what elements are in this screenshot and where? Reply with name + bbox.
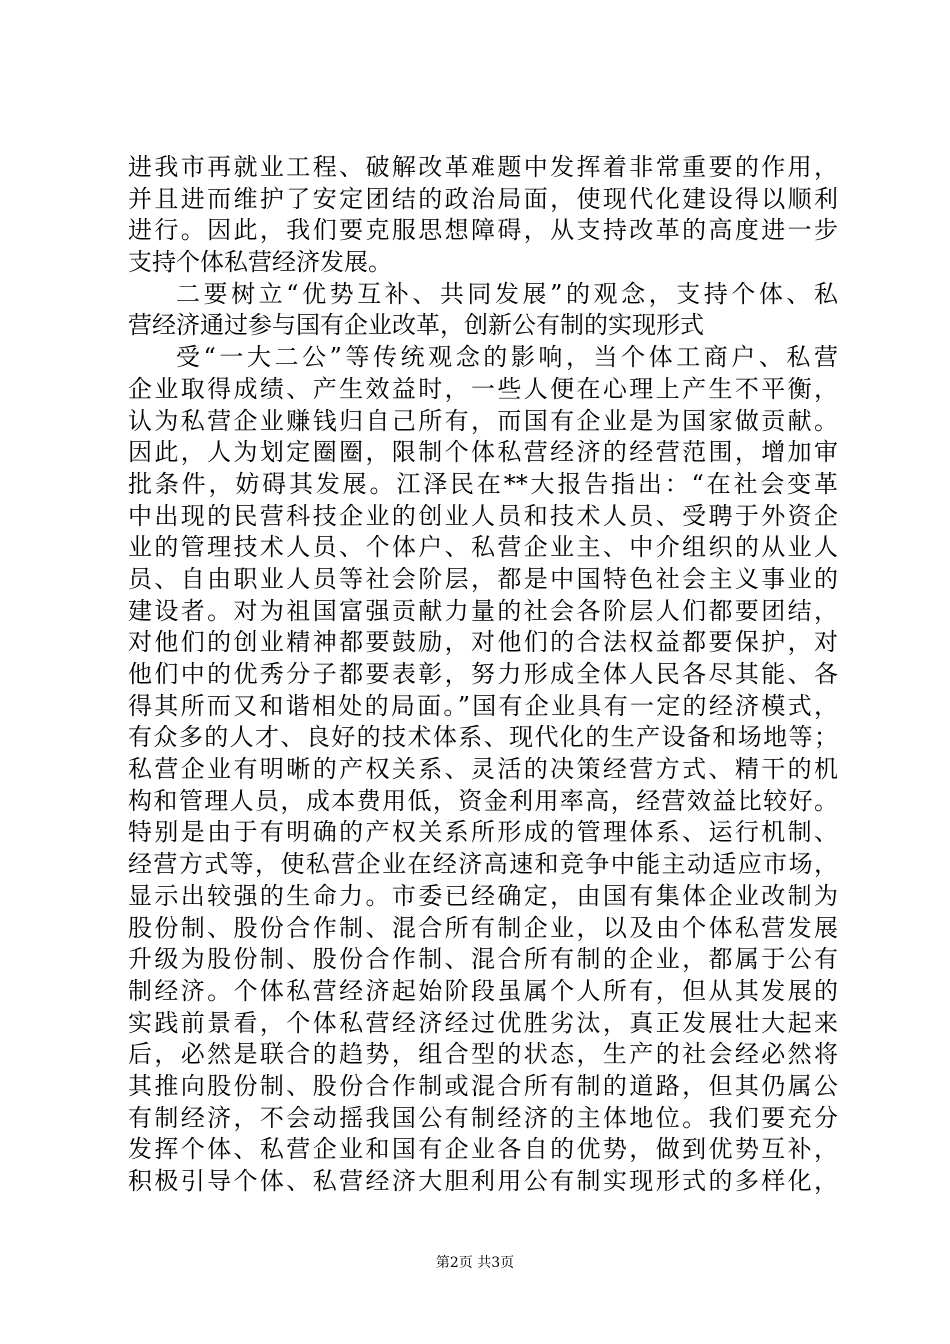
text-line: 积极引导个体、私营经济大胆利用公有制实现形式的多样化，: [128, 1167, 838, 1195]
text-line: 认为私营企业赚钱归自己所有，而国有企业是为国家做贡献。: [128, 406, 838, 435]
text-line: 得其所而又和谐相处的局面。”国有企业具有一定的经济模式，: [128, 691, 838, 720]
text-line: 因此，人为划定圈圈，限制个体私营经济的经营范围，增加审: [128, 438, 838, 467]
text-line: 中出现的民营科技企业的创业人员和技术人员、受聘于外资企: [128, 501, 838, 530]
text-line: 私营企业有明晰的产权关系、灵活的决策经营方式、精干的机: [128, 755, 838, 784]
text-line: 受“一大二公”等传统观念的影响，当个体工商户、私营: [176, 343, 838, 372]
text-line: 升级为股份制、股份合作制、混合所有制的企业，都属于公有: [128, 945, 838, 974]
text-line: 显示出较强的生命力。市委已经确定，由国有集体企业改制为: [128, 881, 838, 910]
text-line: 批条件，妨碍其发展。江泽民在**大报告指出：“在社会变革: [128, 469, 838, 498]
text-line: 制经济。个体私营经济起始阶段虽属个人所有，但从其发展的: [128, 976, 838, 1005]
body-text: [128, 152, 838, 1198]
text-line: 有制经济，不会动摇我国公有制经济的主体地位。我们要充分: [128, 1103, 838, 1132]
page-number-footer: 第2页 共3页: [435, 1255, 515, 1271]
text-line: 股份制、股份合作制、混合所有制企业，以及由个体私营发展: [128, 913, 838, 942]
text-line: 进我市再就业工程、破解改革难题中发挥着非常重要的作用，: [128, 153, 838, 181]
text-line: 构和管理人员，成本费用低，资金利用率高，经营效益比较好。: [128, 786, 838, 815]
text-line: 其推向股份制、股份合作制或混合所有制的道路，但其仍属公: [128, 1071, 838, 1100]
text-line: 支持个体私营经济发展。: [128, 248, 392, 277]
text-line: 建设者。对为祖国富强贡献力量的社会各阶层人们都要团结，: [128, 596, 838, 625]
text-line: 进行。因此，我们要克服思想障碍，从支持改革的高度进一步: [128, 216, 838, 245]
text-line: 后，必然是联合的趋势，组合型的状态，生产的社会经必然将: [128, 1040, 838, 1069]
text-line: 二要树立“优势互补、共同发展”的观念，支持个体、私: [176, 279, 838, 308]
text-line: 营经济通过参与国有企业改革，创新公有制的实现形式: [128, 311, 704, 340]
text-line: 有众多的人才、良好的技术体系、现代化的生产设备和场地等；: [128, 723, 838, 752]
text-line: 对他们的创业精神都要鼓励，对他们的合法权益都要保护，对: [128, 628, 838, 657]
text-line: 特别是由于有明确的产权关系所形成的管理体系、运行机制、: [128, 818, 838, 847]
text-line: 他们中的优秀分子都要表彰，努力形成全体人民各尽其能、各: [128, 660, 838, 688]
text-line: 并且进而维护了安定团结的政治局面，使现代化建设得以顺利: [128, 184, 838, 213]
text-line: 实践前景看，个体私营经济经过优胜劣汰，真正发展壮大起来: [128, 1008, 838, 1037]
text-line: 经营方式等，使私营企业在经济高速和竞争中能主动适应市场，: [128, 850, 838, 879]
text-line: 业的管理技术人员、个体户、私营企业主、中介组织的从业人: [128, 533, 838, 562]
text-line: 企业取得成绩、产生效益时，一些人便在心理上产生不平衡，: [128, 374, 838, 403]
text-line: 发挥个体、私营企业和国有企业各自的优势，做到优势互补，: [128, 1135, 838, 1164]
text-line: 员、自由职业人员等社会阶层，都是中国特色社会主义事业的: [128, 564, 838, 593]
